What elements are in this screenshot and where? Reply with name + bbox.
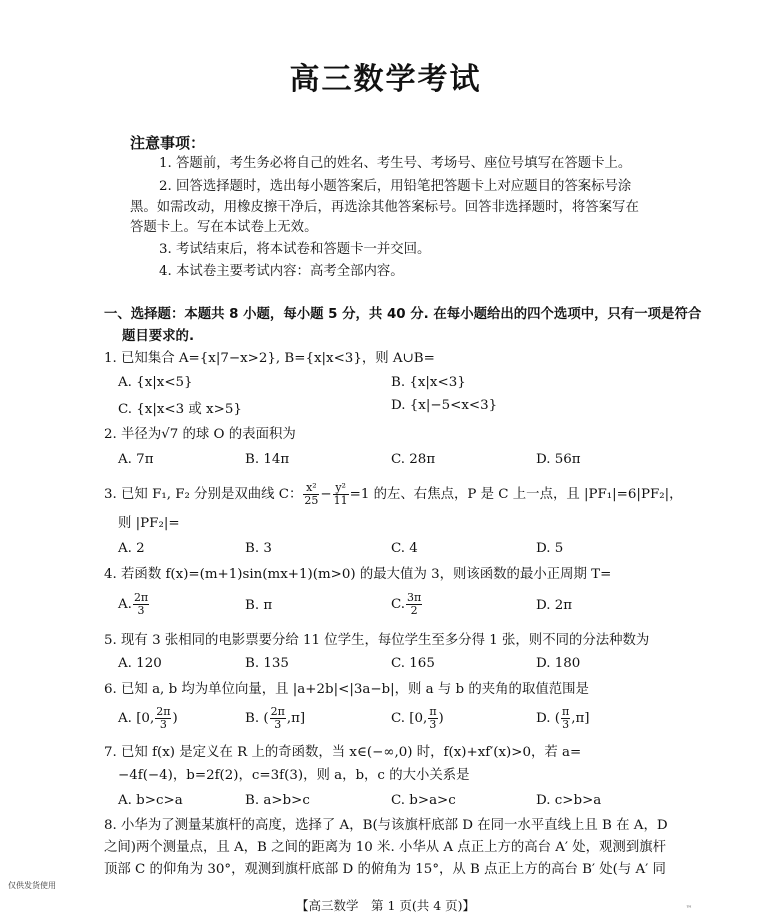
q6-option-c-post: ) [438,711,444,726]
q3-minus: − [320,487,332,502]
q6-option-c-pre: [0, [409,711,428,726]
q6-option-d-pre: ( [554,711,561,726]
q2-option-b: B. 14π [245,452,290,467]
q4-option-b: B. π [245,598,273,613]
q4-option-a [118,592,150,617]
q6-option-b-num: 2π [270,705,285,718]
q8-stem-line-2: 之间)两个测量点，且 A，B 之间的距离为 10 米. 小华从 A 点正上方的高台 A′ 处，观测到旗杆 [104,840,666,855]
q1-stem: 1. 已知集合 A={x|7−x>2}, B={x|x<3}，则 A∪B= [104,351,435,366]
side-note: 仅供发货使用 [8,881,56,890]
q8-stem-line-3: 顶部 C 的仰角为 30°，观测到旗杆底部 D 的俯角为 15°，从 B 点正上方的高台 B′ 处(与 A′ 同 [104,862,666,877]
q3-fraction-x-den: 25 [304,494,319,507]
q7-option-a: A. b>c>a [118,793,183,808]
q4-option-a-num: 2π [133,591,149,604]
q6-option-d-post: ,π] [571,711,590,726]
q7-stem-line-2: −4f(−4)，b=2f(2)，c=3f(3)，则 a，b，c 的大小关系是 [118,768,470,783]
q3-option-c: C. 4 [391,541,418,556]
notice-line-1: 1. 答题前，考生务必将自己的姓名、考生号、考场号、座位号填写在答题卡上。 [159,156,632,171]
q3-option-b: B. 3 [245,541,272,556]
q6-option-c-fraction [428,706,437,731]
q1-option-d: D. {x|−5<x<3} [391,398,498,413]
q4-option-c-fraction [406,592,422,617]
q3-fraction-y [333,482,349,507]
section-heading: 一、选择题：本题共 8 小题，每小题 5 分，共 40 分. 在每小题给出的四个选项中，只有一项是符合 [104,307,702,322]
q6-stem: 6. 已知 a, b 均为单位向量，且 |a+2b|<|3a−b|，则 a 与 b 的夹角的取值范围是 [104,682,589,697]
notice-line-5: 3. 考试结束后，将本试卷和答题卡一并交回。 [159,242,431,257]
q6-option-a [118,706,178,731]
q6-option-c-den: 3 [429,718,437,731]
corner-mark: ™ [686,905,692,912]
q1-option-c: C. {x|x<3 或 x>5} [118,402,242,417]
q6-option-d-den: 3 [562,718,570,731]
notice-line-3: 黑。如需改动，用橡皮擦干净后，再选涂其他答案标号。回答非选择题时，将答案写在 [130,200,639,215]
section-heading-cont: 题目要求的. [122,329,195,344]
q2-stem: 2. 半径为√7 的球 O 的表面积为 [104,427,296,442]
q6-option-d-fraction [561,706,570,731]
q7-option-d: D. c>b>a [536,793,602,808]
q6-option-a-num: 2π [156,705,171,718]
exam-title: 高三数学考试 [289,62,482,97]
q4-option-a-label: A. [118,597,132,612]
q4-option-c-label: C. [391,597,406,612]
q6-option-b-pre: ( [263,711,269,726]
q4-stem: 4. 若函数 f(x)=(m+1)sin(mx+1)(m>0) 的最大值为 3，则该函数的最小正周期 T= [104,567,612,582]
q6-option-b-label: B. [245,711,260,726]
q4-option-a-fraction [133,592,149,617]
q3-stem [104,480,683,510]
q4-option-a-den: 3 [137,604,145,617]
page-footer: 【高三数学 第 1 页(共 4 页)】 [295,898,476,913]
q5-option-c: C. 165 [391,656,435,671]
q6-option-a-label: A. [118,711,132,726]
q6-option-b-den: 3 [274,718,282,731]
q3-stem-end: =1 的左、右焦点，P 是 C 上一点，且 |PF₁|=6|PF₂|， [349,487,683,502]
q3-fraction-x [303,482,319,507]
q6-option-d [536,706,590,731]
q3-fraction-y-den: 11 [333,494,348,507]
q7-stem: 7. 已知 f(x) 是定义在 R 上的奇函数，当 x∈(−∞,0) 时，f(x)+xf′(x)>0，若 a= [104,745,582,760]
q2-option-d: D. 56π [536,452,581,467]
q6-option-c [391,706,444,731]
q3-fraction-x-num: x² [303,482,319,495]
q3-fraction-y-num: y² [333,482,349,495]
q2-option-c: C. 28π [391,452,436,467]
q2-option-a: A. 7π [118,452,154,467]
q1-option-b: B. {x|x<3} [391,375,466,390]
q3-option-a: A. 2 [118,541,145,556]
q4-option-c [391,592,423,617]
notice-heading: 注意事项： [130,134,206,152]
q6-option-a-pre: [0, [136,711,155,726]
q4-option-c-den: 2 [410,604,418,617]
q1-option-a: A. {x|x<5} [118,375,193,390]
q4-option-d: D. 2π [536,598,573,613]
q3-stem-line-2: 则 |PF₂|= [118,516,180,531]
q6-option-d-num: π [562,705,570,718]
notice-line-6: 4. 本试卷主要考试内容：高考全部内容。 [159,264,404,279]
q6-option-c-label: C. [391,711,406,726]
q6-option-a-den: 3 [159,718,167,731]
q4-option-c-num: 3π [407,591,422,604]
q6-option-b [245,706,305,731]
q5-stem: 5. 现有 3 张相同的电影票要分给 11 位学生，每位学生至多分得 1 张，则不同的分法种数为 [104,633,650,648]
q5-option-a: A. 120 [118,656,162,671]
q5-option-b: B. 135 [245,656,289,671]
q3-stem-start: 3. 已知 F₁, F₂ 分别是双曲线 C： [104,487,303,502]
q6-option-a-fraction [155,706,171,731]
notice-line-2: 2. 回答选择题时，选出每小题答案后，用铅笔把答题卡上对应题目的答案标号涂 [159,179,632,194]
q7-option-c: C. b>a>c [391,793,456,808]
q6-option-a-post: ) [172,711,178,726]
q7-option-b: B. a>b>c [245,793,310,808]
notice-line-4: 答题卡上。写在本试卷上无效。 [130,220,318,235]
q6-option-b-post: ,π] [286,711,306,726]
q6-option-c-num: π [429,705,437,718]
q3-option-d: D. 5 [536,541,564,556]
q6-option-b-fraction [270,706,286,731]
q6-option-d-label: D. [536,711,551,726]
q5-option-d: D. 180 [536,656,581,671]
q8-stem: 8. 小华为了测量某旗杆的高度，选择了 A，B(与该旗杆底部 D 在同一水平直线上且 B 在 A，D [104,818,668,833]
